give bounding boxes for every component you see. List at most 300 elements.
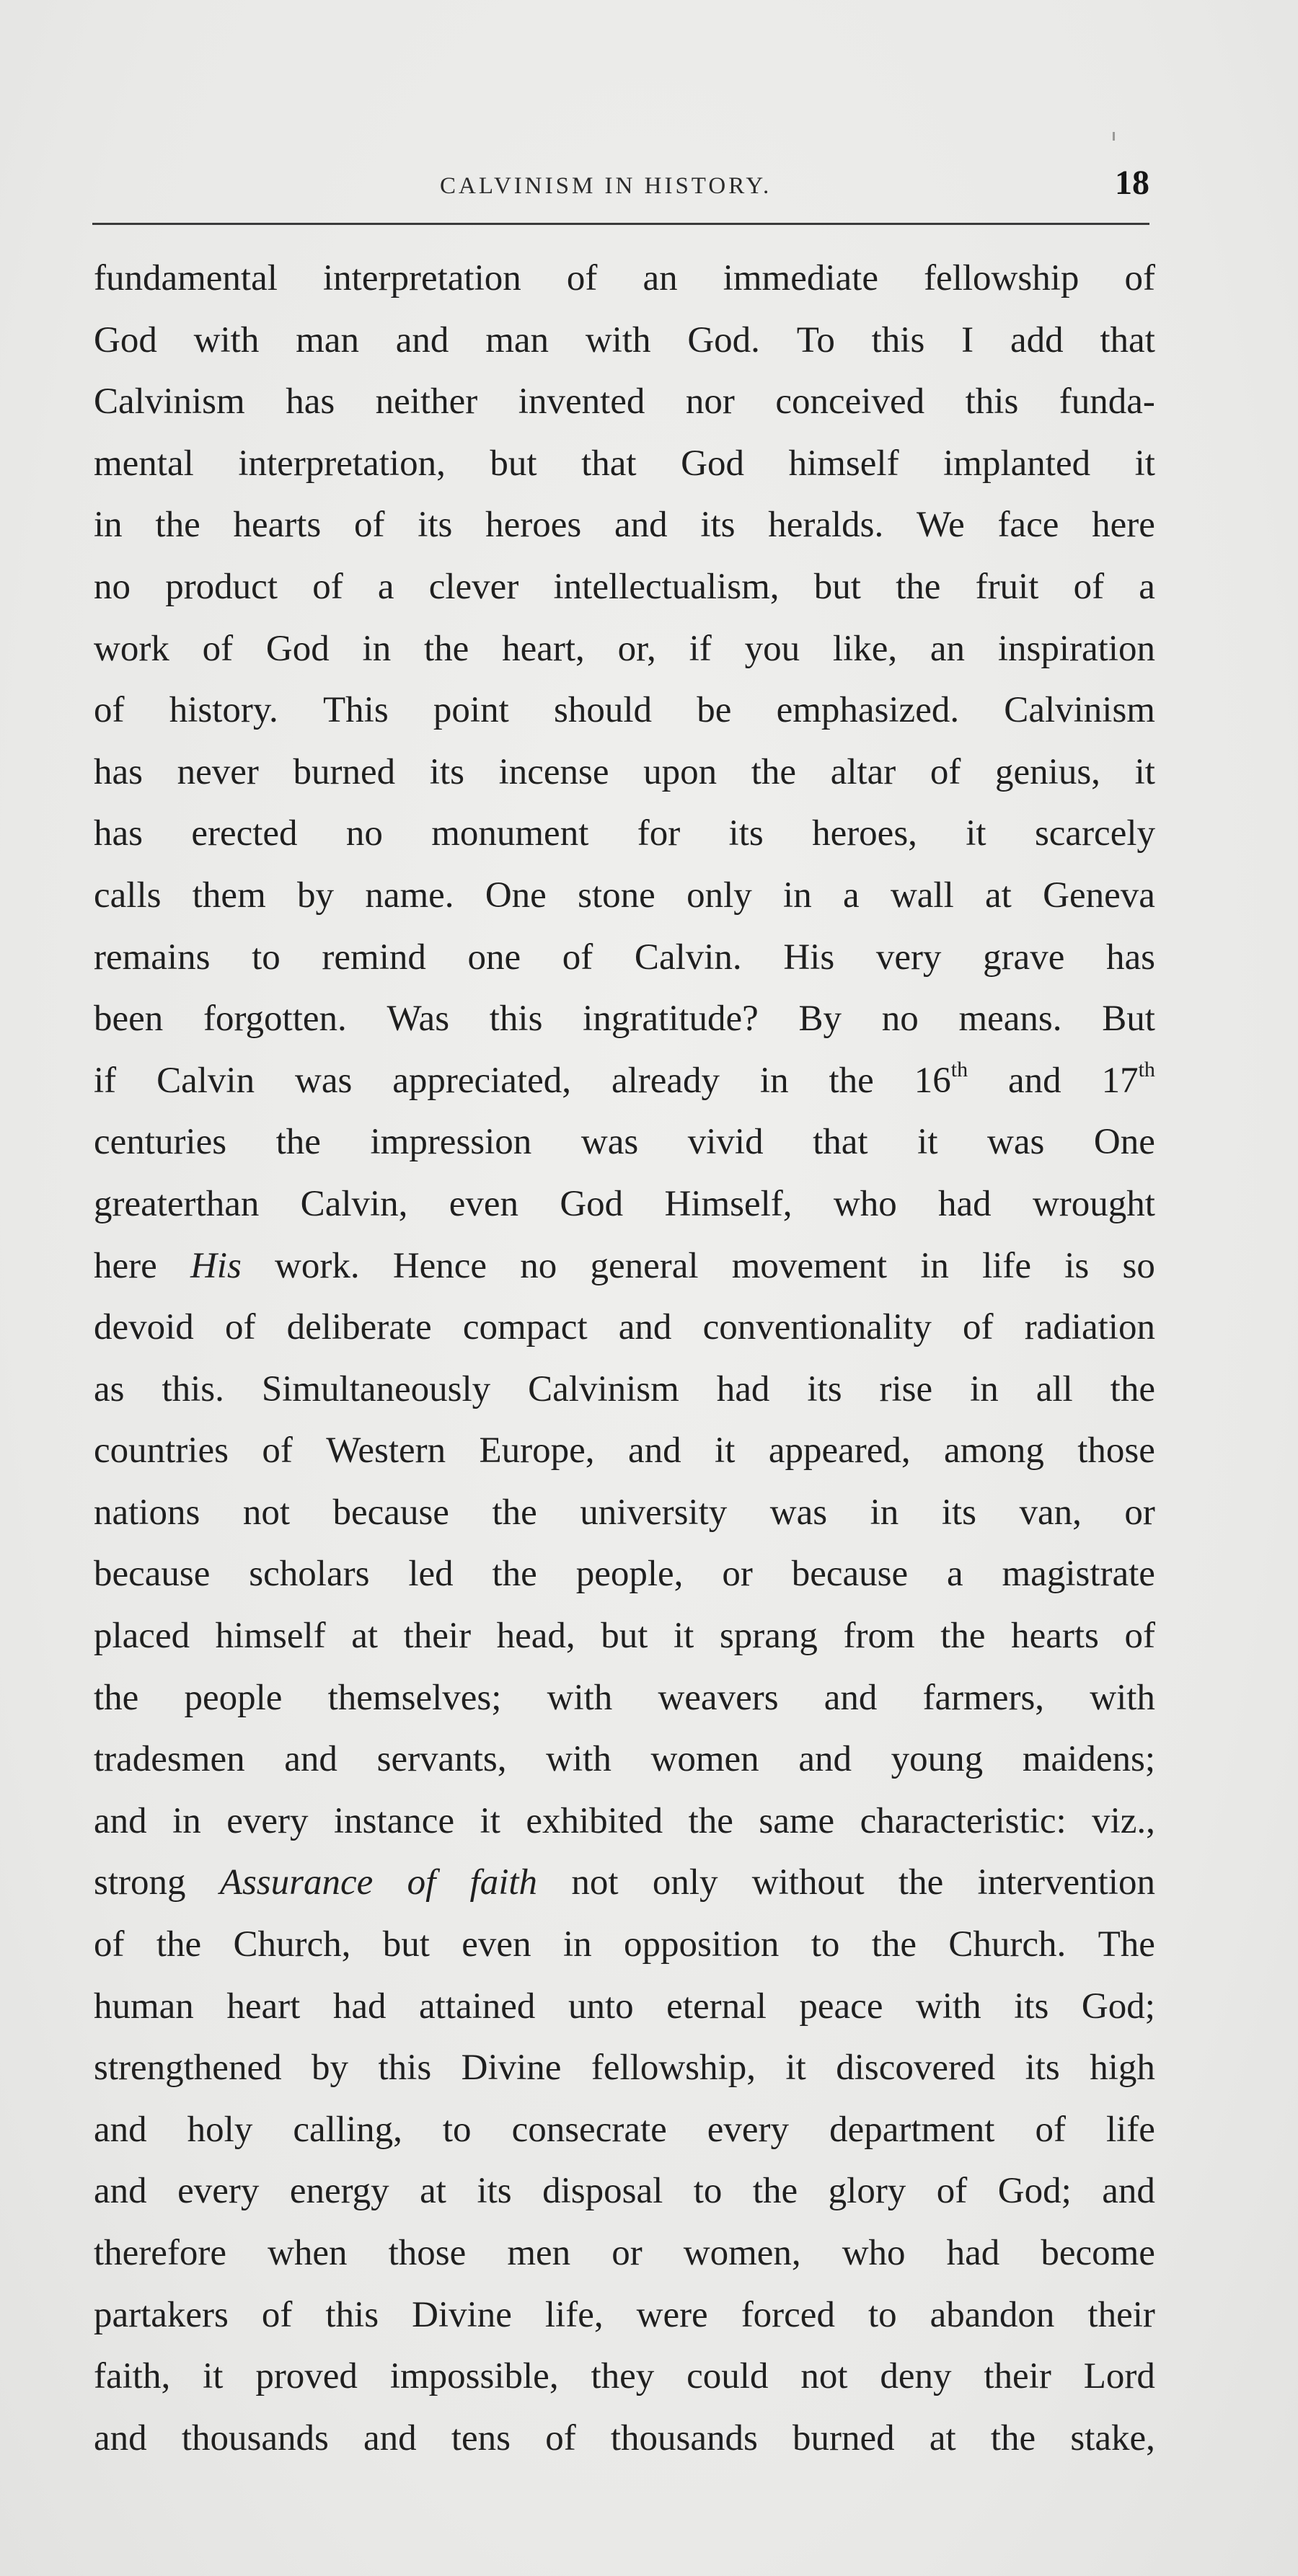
- text-line: [94, 1544, 1155, 1606]
- text-line: [94, 742, 1155, 804]
- word: compact: [462, 1307, 588, 1348]
- word: in: [562, 1924, 592, 1965]
- word: therefore: [94, 2233, 227, 2273]
- word: work.: [275, 1245, 360, 1286]
- word: and: [1102, 2171, 1155, 2212]
- word: By: [798, 999, 842, 1040]
- word: life: [1105, 2109, 1155, 2150]
- word: was: [987, 1122, 1045, 1163]
- word: has: [94, 751, 143, 792]
- word: or: [722, 1554, 753, 1595]
- word: God;: [1081, 1986, 1155, 2027]
- word: general: [590, 1245, 699, 1286]
- text-line: [94, 865, 1155, 927]
- word: and: [395, 319, 449, 360]
- word: but: [382, 1924, 430, 1965]
- word: opposition: [623, 1924, 780, 1965]
- word: its: [429, 751, 464, 792]
- word: women: [650, 1739, 759, 1780]
- word: so: [1122, 1245, 1155, 1286]
- word: conventionality: [702, 1307, 932, 1348]
- word: in: [970, 1368, 999, 1409]
- word: movement: [731, 1245, 888, 1286]
- word: has: [94, 813, 143, 854]
- word: a: [1139, 566, 1155, 607]
- word: or: [1124, 1492, 1155, 1533]
- word: the: [751, 751, 797, 792]
- word: in: [94, 505, 123, 546]
- word: Was: [387, 999, 450, 1040]
- word: was: [769, 1492, 828, 1533]
- word: to: [811, 1924, 840, 1965]
- word: all: [1036, 1368, 1073, 1409]
- word: God;: [997, 2171, 1072, 2212]
- word: the: [898, 1862, 944, 1903]
- text-line: [94, 2346, 1155, 2408]
- word: scholars: [249, 1554, 370, 1595]
- word: Himself,: [664, 1183, 793, 1224]
- text-line: [94, 1668, 1155, 1730]
- word: Calvin.: [634, 937, 742, 978]
- word: himself: [788, 443, 899, 484]
- word: its: [728, 813, 764, 854]
- word: van,: [1019, 1492, 1082, 1533]
- ordinal-17th: 17th: [1102, 1050, 1155, 1112]
- word: their: [984, 2356, 1051, 2397]
- word: appreciated,: [392, 1060, 572, 1101]
- word: it: [1134, 443, 1155, 484]
- word: university: [580, 1492, 728, 1533]
- word: heroes: [485, 505, 582, 546]
- word: the: [492, 1492, 537, 1533]
- word: to: [442, 2109, 472, 2150]
- word: invented: [518, 381, 645, 422]
- text-line: [94, 803, 1155, 865]
- word: of: [1124, 258, 1155, 298]
- word: the: [940, 1616, 986, 1657]
- word: Church,: [233, 1924, 351, 1965]
- text-line-italic-assurance: [94, 1852, 1155, 1914]
- word: placed: [94, 1616, 190, 1657]
- word: its: [1025, 2048, 1060, 2089]
- word: thousands: [610, 2417, 758, 2458]
- word: heart: [226, 1986, 301, 2027]
- word: their: [1087, 2294, 1155, 2335]
- word: means.: [958, 999, 1062, 1040]
- word: stake,: [1070, 2417, 1155, 2458]
- word: countries: [94, 1430, 229, 1471]
- word: Simultaneously: [261, 1368, 491, 1409]
- word: of: [566, 258, 598, 298]
- word: implanted: [943, 443, 1091, 484]
- word: it: [966, 813, 986, 854]
- italic-word: of: [407, 1862, 436, 1903]
- word: discovered: [836, 2048, 996, 2089]
- word: were: [636, 2294, 708, 2335]
- word: remind: [322, 937, 426, 978]
- word: farmers,: [922, 1677, 1045, 1718]
- word: because: [332, 1492, 449, 1533]
- word: stone: [578, 875, 655, 916]
- italic-word: faith: [469, 1862, 538, 1903]
- word: its: [477, 2171, 512, 2212]
- word: nations: [94, 1492, 200, 1533]
- word: and: [618, 1307, 672, 1348]
- word: to: [252, 937, 281, 978]
- running-title: CALVINISM IN HISTORY.: [440, 173, 772, 199]
- word: its: [1014, 1986, 1049, 2027]
- word: this: [965, 381, 1019, 422]
- word: Western: [326, 1430, 446, 1471]
- word: of: [262, 1430, 293, 1471]
- word: immediate: [723, 258, 878, 298]
- word: of: [936, 2171, 968, 2212]
- word: not: [571, 1862, 619, 1903]
- word: the: [871, 1924, 917, 1965]
- word: the: [1110, 1368, 1155, 1409]
- word: who: [842, 2233, 906, 2273]
- word: himself: [215, 1616, 326, 1657]
- word: of: [94, 1924, 125, 1965]
- word: Church.: [948, 1924, 1067, 1965]
- word: this: [378, 2048, 432, 2089]
- text-line: [94, 2161, 1155, 2223]
- word: or,: [617, 628, 656, 669]
- word: by: [312, 2048, 349, 2089]
- word: abandon: [930, 2294, 1055, 2335]
- word: remains: [94, 937, 211, 978]
- word: is: [1064, 1245, 1090, 1286]
- word: God.: [687, 319, 760, 360]
- word: even: [462, 1924, 531, 1965]
- word: by: [297, 875, 335, 916]
- word: with: [546, 1739, 612, 1780]
- word: had: [938, 1183, 992, 1224]
- word: for: [637, 813, 681, 854]
- word: wall: [890, 875, 954, 916]
- word: funda-: [1059, 381, 1155, 422]
- word: heralds.: [768, 505, 884, 546]
- word: Calvinism: [94, 381, 245, 422]
- word: work: [94, 628, 169, 669]
- header-rule: [92, 223, 1149, 225]
- text-line: [94, 1112, 1155, 1174]
- word: life: [982, 1245, 1032, 1286]
- word: a: [843, 875, 860, 916]
- word: Calvin: [156, 1060, 255, 1101]
- ordinal-16th: 16th: [914, 1050, 968, 1112]
- word: its: [418, 505, 453, 546]
- word: unto: [568, 1986, 634, 2027]
- text-line: [94, 1976, 1155, 2038]
- word: centuries: [94, 1122, 227, 1163]
- word: clever: [428, 566, 519, 607]
- word: Calvinism: [1004, 690, 1155, 731]
- text-line: [94, 371, 1155, 433]
- text-line: [94, 619, 1155, 681]
- word: had: [716, 1368, 770, 1409]
- word: was: [580, 1122, 639, 1163]
- word: Calvinism: [528, 1368, 679, 1409]
- word: in: [759, 1060, 789, 1101]
- word: who: [833, 1183, 897, 1224]
- word: ingratitude?: [583, 999, 759, 1040]
- word: like,: [832, 628, 898, 669]
- word: you: [744, 628, 800, 669]
- word: servants,: [376, 1739, 507, 1780]
- word: an: [930, 628, 966, 669]
- text-line: [94, 2223, 1155, 2285]
- word: here: [94, 1245, 157, 1286]
- ordinal-number: 17: [1101, 1060, 1139, 1101]
- word: fellowship,: [591, 2048, 756, 2089]
- text-line: [94, 1174, 1155, 1236]
- text-line: [94, 1420, 1155, 1482]
- word: women,: [683, 2233, 801, 2273]
- word: maidens;: [1022, 1739, 1155, 1780]
- word: energy: [289, 2171, 389, 2212]
- word: its: [807, 1368, 842, 1409]
- word: altar: [830, 751, 896, 792]
- word: from: [843, 1616, 915, 1657]
- word: it: [917, 1122, 938, 1163]
- word: one: [467, 937, 521, 978]
- word: it: [674, 1616, 694, 1657]
- word: this.: [162, 1368, 224, 1409]
- word: this: [871, 319, 925, 360]
- text-line: [94, 557, 1155, 619]
- word: and: [627, 1430, 681, 1471]
- word: people,: [575, 1554, 684, 1595]
- word: The: [1098, 1924, 1155, 1965]
- word: or: [612, 2233, 643, 2273]
- word: God: [265, 628, 330, 669]
- word: no: [94, 566, 131, 607]
- word: and: [94, 1800, 147, 1841]
- italic-word: Assurance: [219, 1862, 374, 1903]
- word: rise: [879, 1368, 933, 1409]
- word: of: [963, 1307, 994, 1348]
- word: had: [946, 2233, 1000, 2273]
- word: deny: [880, 2356, 952, 2397]
- word: life,: [544, 2294, 604, 2335]
- word: of: [94, 690, 125, 731]
- word: the: [155, 505, 200, 546]
- word: strong: [94, 1862, 186, 1903]
- ordinal-number: 16: [914, 1060, 951, 1101]
- word: it: [715, 1430, 736, 1471]
- word: them: [192, 875, 266, 916]
- word: department: [829, 2109, 995, 2150]
- word: of: [1073, 566, 1105, 607]
- word: but: [601, 1616, 648, 1657]
- margin-speck: [1113, 132, 1115, 141]
- word: without: [751, 1862, 865, 1903]
- word: man: [485, 319, 549, 360]
- word: it: [203, 2356, 224, 2397]
- word: the: [94, 1677, 139, 1718]
- word: I: [961, 319, 974, 360]
- word: no: [520, 1245, 557, 1286]
- word: heroes,: [812, 813, 917, 854]
- word: of: [312, 566, 343, 607]
- word: add: [1010, 319, 1064, 360]
- word: weavers: [658, 1677, 779, 1718]
- word: appeared,: [768, 1430, 911, 1471]
- word: in: [783, 875, 812, 916]
- word: characteristic:: [860, 1800, 1067, 1841]
- word: in: [172, 1800, 201, 1841]
- text-line: [94, 1297, 1155, 1359]
- word: product: [165, 566, 278, 607]
- word: the: [275, 1122, 321, 1163]
- word: become: [1041, 2233, 1155, 2273]
- word: God: [94, 319, 157, 360]
- word: with: [547, 1677, 613, 1718]
- word: face: [997, 505, 1059, 546]
- word: every: [707, 2109, 790, 2150]
- word: only: [652, 1862, 718, 1903]
- word: burned: [793, 2417, 895, 2458]
- word: the: [752, 2171, 798, 2212]
- text-line: [94, 310, 1155, 372]
- word: man: [296, 319, 359, 360]
- word: has: [286, 381, 335, 422]
- text-line: [94, 433, 1155, 495]
- word: the: [829, 1060, 874, 1101]
- word: at: [351, 1616, 379, 1657]
- text-line: [94, 2285, 1155, 2347]
- word: holy: [187, 2109, 253, 2150]
- word: this: [325, 2294, 379, 2335]
- word: it: [785, 2048, 806, 2089]
- word: high: [1090, 2048, 1155, 2089]
- word: peace: [799, 1986, 883, 2027]
- word: their: [403, 1616, 472, 1657]
- word: fellowship: [924, 258, 1080, 298]
- word: with: [585, 319, 651, 360]
- word: the: [492, 1554, 537, 1595]
- word: it: [1134, 751, 1155, 792]
- word: even: [449, 1183, 519, 1224]
- word: disposal: [542, 2171, 663, 2212]
- word: could: [686, 2356, 769, 2397]
- word: never: [177, 751, 259, 792]
- word: of: [545, 2417, 576, 2458]
- word: Hence: [392, 1245, 487, 1286]
- word: same: [759, 1800, 835, 1841]
- word: every: [177, 2171, 260, 2212]
- word: of: [353, 505, 385, 546]
- word: led: [408, 1554, 454, 1595]
- word: but: [490, 443, 537, 484]
- word: hearts: [233, 505, 322, 546]
- word: if: [689, 628, 712, 669]
- word: and: [284, 1739, 337, 1780]
- word: of: [202, 628, 234, 669]
- word: that: [1100, 319, 1155, 360]
- word: no: [345, 813, 383, 854]
- word: those: [1077, 1430, 1155, 1471]
- word: To: [796, 319, 835, 360]
- word: men: [507, 2233, 571, 2273]
- word: forgotten.: [203, 999, 347, 1040]
- word: every: [226, 1800, 309, 1841]
- text-line: [94, 988, 1155, 1050]
- word: vivid: [687, 1122, 764, 1163]
- word: had: [332, 1986, 387, 2027]
- page-header: [92, 164, 1149, 218]
- word: Europe,: [479, 1430, 595, 1471]
- word: calling,: [293, 2109, 402, 2150]
- word: inspiration: [997, 628, 1155, 669]
- word: and: [94, 2417, 147, 2458]
- word: here: [1092, 505, 1155, 546]
- word: at: [985, 875, 1012, 916]
- word: fruit: [975, 566, 1039, 607]
- word: was: [295, 1060, 353, 1101]
- text-line: [94, 495, 1155, 557]
- word: genius,: [995, 751, 1100, 792]
- word: not: [800, 2356, 848, 2397]
- word: of: [562, 937, 593, 978]
- word: if: [94, 1060, 117, 1101]
- word: the: [424, 628, 469, 669]
- word: head,: [496, 1616, 575, 1657]
- word: and: [798, 1739, 852, 1780]
- text-line: [94, 1359, 1155, 1421]
- word: those: [388, 2233, 467, 2273]
- word: tens: [451, 2417, 511, 2458]
- word: This: [323, 690, 389, 731]
- word: to: [867, 2294, 897, 2335]
- word: it: [480, 1800, 500, 1841]
- word: Divine: [461, 2048, 562, 2089]
- word: human: [94, 1986, 194, 2027]
- word: in: [870, 1492, 899, 1533]
- word: wrought: [1032, 1183, 1155, 1224]
- word: One: [485, 875, 547, 916]
- word: history.: [169, 690, 278, 731]
- word: intellectualism,: [553, 566, 780, 607]
- word: at: [929, 2417, 956, 2458]
- word: heart,: [502, 628, 585, 669]
- word: already: [611, 1060, 720, 1101]
- word: of: [1124, 1616, 1155, 1657]
- word: neither: [375, 381, 478, 422]
- word: as: [94, 1368, 125, 1409]
- word: and: [363, 2417, 417, 2458]
- word: greaterthan: [94, 1183, 260, 1224]
- word: incense: [498, 751, 609, 792]
- word: be: [697, 690, 732, 731]
- word: in: [362, 628, 392, 669]
- word: erected: [191, 813, 298, 854]
- word: partakers: [94, 2294, 229, 2335]
- word: a: [377, 566, 394, 607]
- word: in: [920, 1245, 949, 1286]
- word: tradesmen: [94, 1739, 245, 1780]
- text-line-italic-his: [94, 1236, 1155, 1298]
- word: intervention: [977, 1862, 1155, 1903]
- word: Lord: [1083, 2356, 1155, 2397]
- word: burned: [293, 751, 396, 792]
- word: Geneva: [1043, 875, 1155, 916]
- word: attained: [418, 1986, 536, 2027]
- word: has: [1105, 937, 1155, 978]
- word: should: [553, 690, 653, 731]
- word: with: [915, 1986, 981, 2027]
